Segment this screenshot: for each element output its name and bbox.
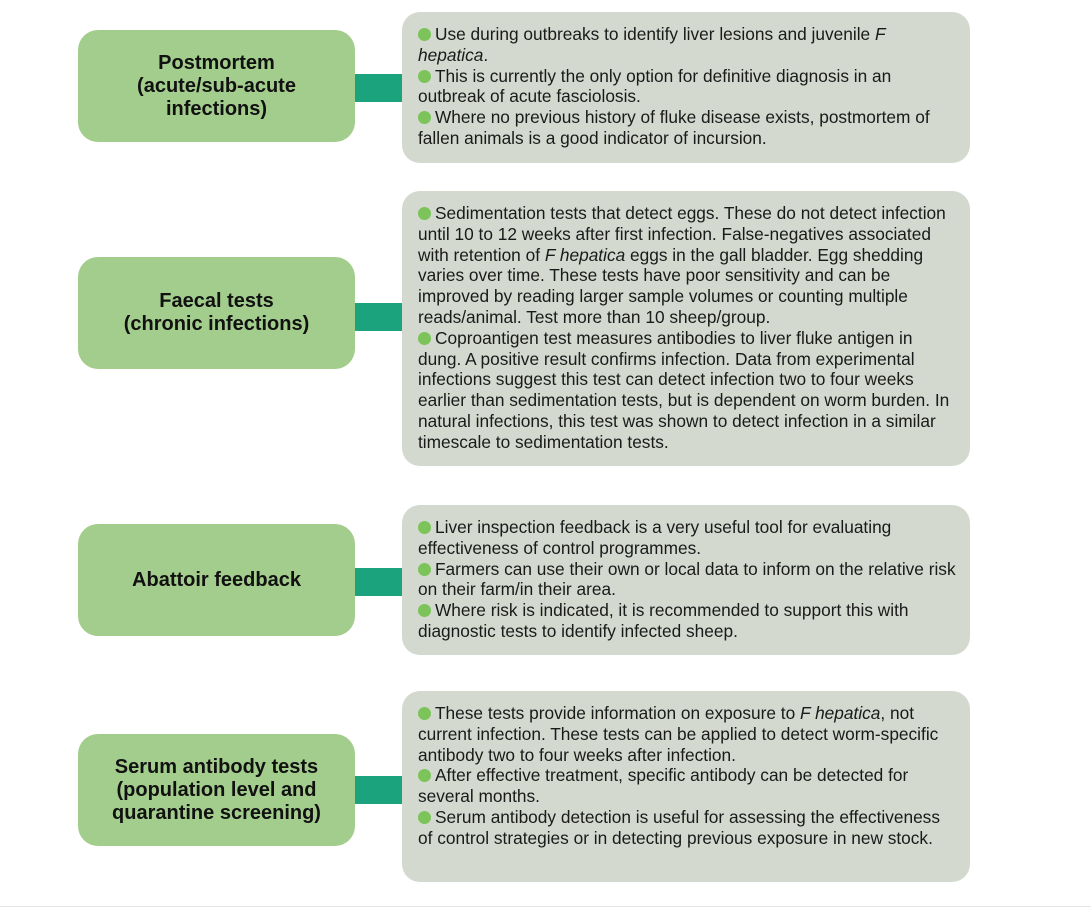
bullet-item: Liver inspection feedback is a very useful tool for evaluating effectiveness of control programmes.	[418, 517, 892, 558]
label-line: Abattoir feedback	[132, 568, 301, 591]
bullet-item: Where risk is indicated, it is recommended to support this with diagnostic tests to identify infected sheep.	[418, 600, 909, 641]
category-label-postmortem	[78, 30, 355, 142]
bullet-item: This is currently the only option for definitive diagnosis in an outbreak of acute fasciolosis.	[418, 65, 892, 107]
label-line: quarantine screening)	[112, 801, 321, 824]
label-line: (chronic infections)	[123, 313, 310, 335]
label-line: infections)	[165, 97, 268, 120]
label-line: (acute/sub-acute	[137, 74, 296, 97]
bullet-item: After effective treatment, specific antibody can be detected for several months.	[418, 765, 909, 807]
bullet-item: Where no previous history of fluke disease exists, postmortem of fallen animals is a good indicator of incursion.	[418, 107, 930, 148]
bullet-dot-icon	[418, 811, 431, 824]
label-line: Faecal tests	[159, 290, 274, 312]
bullet-dot-icon	[418, 28, 431, 41]
description-box-abattoir-feedback	[402, 505, 970, 655]
description-box-postmortem	[402, 12, 970, 163]
category-label-serum-antibody-tests	[78, 734, 355, 846]
label-line: Postmortem	[158, 51, 275, 74]
bullet-item: Sedimentation tests that detect eggs. These do not detect infection until 10 to 12 weeks after first infection. False-negatives associated with retention of F hepatica eggs in the gall bladder. Egg shedding varies over time. These tests have poor sensitivity and can be improved by reading larger sample volumes or counting multiple reads/animal. Test more than 10 sheep/group.	[418, 203, 946, 327]
bullet-dot-icon	[418, 707, 431, 720]
category-label-faecal-tests	[78, 257, 355, 369]
description-box-faecal-tests	[402, 191, 970, 466]
connector-bar	[355, 776, 402, 804]
bullet-dot-icon	[418, 111, 431, 124]
bullet-dot-icon	[418, 332, 431, 345]
bullet-item: These tests provide information on exposure to F hepatica, not current infection. These tests can be applied to detect worm-specific antibody two to four weeks after infection.	[418, 703, 939, 765]
label-line: Serum antibody tests	[114, 755, 319, 778]
connector-bar	[355, 568, 402, 596]
bullet-item: Serum antibody detection is useful for assessing the effectiveness of control strategies or in detecting previous exposure in new stock.	[418, 806, 940, 848]
bullet-dot-icon	[418, 207, 431, 220]
connector-bar	[355, 303, 402, 331]
bullet-dot-icon	[418, 521, 431, 534]
bullet-dot-icon	[418, 563, 431, 576]
bullet-dot-icon	[418, 604, 431, 617]
connector-bar	[355, 74, 402, 102]
bullet-item: Farmers can use their own or local data to inform on the relative risk on their farm/in their area.	[418, 558, 956, 600]
bullet-item: Coproantigen test measures antibodies to liver fluke antigen in dung. A positive result confirms infection. Data from experimental infections suggest this test can detect infection two to four weeks earlier than sedimentation tests, but is dependent on worm burden. In natural infections, this test was shown to detect infection in a similar timescale to sedimentation tests.	[418, 327, 950, 452]
label-line: (population level and	[116, 778, 317, 801]
description-box-serum-antibody-tests	[402, 691, 970, 882]
category-label-abattoir-feedback	[78, 524, 355, 636]
bullet-item: Use during outbreaks to identify liver lesions and juvenile F hepatica.	[418, 24, 886, 65]
bullet-dot-icon	[418, 70, 431, 83]
bullet-dot-icon	[418, 769, 431, 782]
bottom-divider	[0, 906, 1091, 907]
